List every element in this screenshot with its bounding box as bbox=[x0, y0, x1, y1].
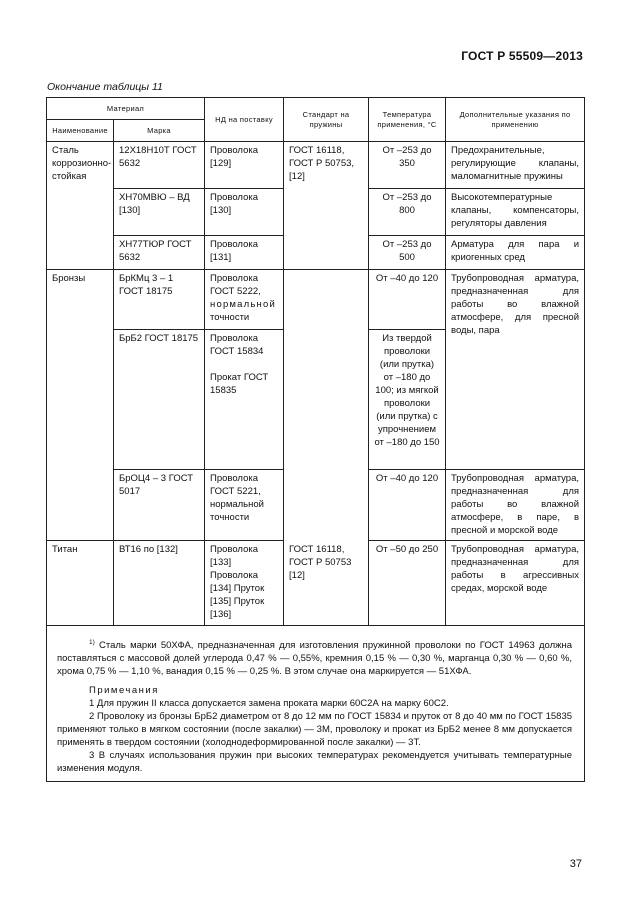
note-item: 3 В случаях использования пружин при высоких температурах рекомендуется учитывать температурные изменения модуля. bbox=[57, 750, 573, 775]
cell-temperature: От –50 до 250 bbox=[369, 541, 446, 626]
notes-block bbox=[47, 626, 585, 782]
footnote-marker: 1) bbox=[89, 639, 95, 646]
note-item: 2 Проволоку из бронзы БрБ2 диаметром от 8 до 12 мм по ГОСТ 15834 и пруток от 8 до 40 мм по ГОСТ 15835 применяют только в мягком состоянии (после закалки) — 3М, проволоку и прокат из БрБ2 менее 8 мм допускается применять в твердом состоянии (холоднодеформированной после закалки) — 3Т. bbox=[57, 711, 573, 749]
cell-nd: Проволока [133] Проволока [134] Пруток [135] Пруток [136] bbox=[205, 541, 284, 626]
cell-nd: Проволока [131] bbox=[205, 236, 284, 270]
footnote bbox=[57, 636, 572, 678]
cell-grade: ХН70МВЮ – ВД [130] bbox=[114, 189, 205, 236]
cell-grade: БрБ2 ГОСТ 18175 bbox=[114, 330, 205, 470]
header-name: Наименование bbox=[47, 120, 114, 142]
page-number: 37 bbox=[569, 858, 582, 870]
cell-temperature: От –253 до 500 bbox=[369, 236, 446, 270]
cell-temperature: От –253 до 350 bbox=[369, 142, 446, 189]
materials-table bbox=[46, 97, 585, 782]
cell-extra: Трубопроводная арматура, предназначенная для работы в агрессивных средах, морской воде bbox=[446, 541, 585, 626]
cell-standard: ГОСТ 16118, ГОСТ Р 50753, [12] bbox=[284, 142, 369, 270]
group-titan: Титан bbox=[47, 541, 114, 626]
cell-grade: ХН77ТЮР ГОСТ 5632 bbox=[114, 236, 205, 270]
cell-nd: Проволока ГОСТ 5221, нормальной точности bbox=[205, 470, 284, 541]
cell-extra: Арматура для пара и криогенных сред bbox=[446, 236, 585, 270]
cell-temperature: От –40 до 120 bbox=[369, 470, 446, 541]
cell-standard: ГОСТ 16118, ГОСТ Р 50753 [12] bbox=[284, 541, 369, 626]
cell-grade: 12Х18Н10Т ГОСТ 5632 bbox=[114, 142, 205, 189]
group-steel: Сталь коррозионно-стойкая bbox=[47, 142, 114, 270]
cell-extra: Трубопроводная арматура, предназначенная для работы во влажной атмосфере, в паре, в пресной и морской воде bbox=[446, 470, 585, 541]
cell-standard-empty bbox=[284, 270, 369, 541]
nd-line: точности bbox=[210, 312, 250, 323]
cell-temperature: От –40 до 120 bbox=[369, 270, 446, 330]
header-grade: Марка bbox=[114, 120, 205, 142]
nd-line: нормальной bbox=[210, 299, 276, 310]
table-caption: Окончание таблицы 11 bbox=[47, 81, 163, 93]
footnote-text: Сталь марки 50ХФА, предназначенная для изготовления пружинной проволоки по ГОСТ 14963 должна поставляться с массовой долей углерода 0,47 % — 0,55%, кремния 0,15 % — 0,30 %, марганца 0,30 % — 0,60 %, хрома 0,75 % — 1,10 %, ванадия 0,15 % — 0,25 %. В этом случае она маркируется — 51ХФА. bbox=[57, 640, 573, 678]
header-standard: Стандарт на пружины bbox=[284, 98, 369, 142]
cell-nd bbox=[205, 270, 284, 330]
cell-extra: Высокотемпературные клапаны, компенсаторы, регуляторы давления bbox=[446, 189, 585, 236]
group-bronze: Бронзы bbox=[47, 270, 114, 541]
table-row bbox=[47, 142, 585, 189]
cell-extra: Трубопроводная арматура, предназначенная для работы во влажной атмосфере, для пресной воды, пара bbox=[446, 270, 585, 470]
cell-nd bbox=[205, 330, 284, 470]
nd-line: Прокат ГОСТ 15835 bbox=[210, 372, 269, 396]
cell-extra: Предохранительные, регулирующие клапаны, маломагнитные пружины bbox=[446, 142, 585, 189]
table-row bbox=[47, 270, 585, 330]
header-material: Материал bbox=[47, 98, 205, 120]
cell-nd: Проволока [130] bbox=[205, 189, 284, 236]
notes-title: Примечания bbox=[89, 685, 159, 697]
table-row bbox=[47, 541, 585, 626]
standard-header: ГОСТ Р 55509—2013 bbox=[461, 49, 583, 63]
nd-line: Проволока ГОСТ 5222, bbox=[210, 273, 261, 297]
header-temperature: Температура применения, °С bbox=[369, 98, 446, 142]
nd-line: Проволока ГОСТ 15834 bbox=[210, 333, 264, 357]
cell-temperature: Из твердой проволоки (или прутка) от –180 до 100; из мягкой проволоки (или прутка) с упрочнением от –180 до 150 bbox=[369, 330, 446, 470]
header-nd: НД на поставку bbox=[205, 98, 284, 142]
cell-grade: БрОЦ4 – 3 ГОСТ 5017 bbox=[114, 470, 205, 541]
cell-grade: БрКМц 3 – 1 ГОСТ 18175 bbox=[114, 270, 205, 330]
header-extra: Дополнительные указания по применению bbox=[446, 98, 585, 142]
note-item: 1 Для пружин II класса допускается замена проката марки 60С2А на марку 60С2. bbox=[89, 698, 449, 710]
cell-nd: Проволока [129] bbox=[205, 142, 284, 189]
cell-grade: ВТ16 по [132] bbox=[114, 541, 205, 626]
cell-temperature: От –253 до 800 bbox=[369, 189, 446, 236]
